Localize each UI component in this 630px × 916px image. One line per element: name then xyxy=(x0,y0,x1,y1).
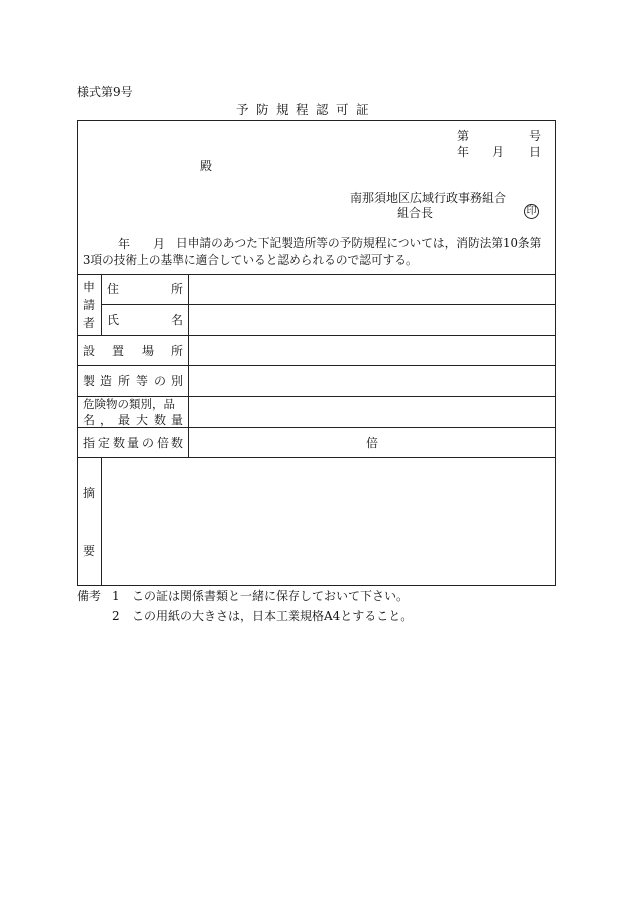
applicant-label-char: 申 xyxy=(83,280,96,294)
row-divider xyxy=(101,304,556,305)
remarks-label-char: 摘 xyxy=(83,486,96,500)
issuer-organization: 南那須地区広域行政事務組合 xyxy=(350,191,507,205)
note-2-text: この用紙の大きさは，日本工業規格A4とすること。 xyxy=(132,609,413,623)
statement-line-2: 3項の技術上の基準に適合していると認められるので認可する。 xyxy=(83,253,418,267)
facility-type-label-char: 所 xyxy=(118,374,131,388)
statement-line-1: 日申請のあつた下記製造所等の予防規程については，消防法第10条第 xyxy=(176,236,542,250)
name-label-char: 名 xyxy=(171,313,184,327)
date-day: 日 xyxy=(529,145,542,159)
issuer-title: 組合長 xyxy=(397,206,434,220)
multiple-label-char: の xyxy=(142,436,155,450)
row-divider xyxy=(77,457,556,458)
facility-type-label-char: 造 xyxy=(100,374,113,388)
hazmat-label-char: 量 xyxy=(171,413,184,427)
hazmat-label-char: ， xyxy=(100,413,113,427)
statement-month: 月 xyxy=(153,237,166,251)
address-label-char: 住 xyxy=(107,282,120,296)
location-label-char: 設 xyxy=(83,344,96,358)
date-month: 月 xyxy=(492,145,505,159)
column-divider xyxy=(101,457,102,586)
location-label-char: 所 xyxy=(171,344,184,358)
facility-type-label-char: の xyxy=(154,374,167,388)
hazmat-label-line-1: 危険物の類別，品 xyxy=(83,397,175,411)
location-label-char: 置 xyxy=(112,344,125,358)
multiple-label-char: 指 xyxy=(83,436,96,450)
multiple-label-char: 数 xyxy=(113,436,126,450)
applicant-label-char: 請 xyxy=(83,298,96,312)
location-label-char: 場 xyxy=(142,344,155,358)
row-divider xyxy=(77,274,556,275)
form-number: 様式第9号 xyxy=(77,85,133,99)
hazmat-label-char: 大 xyxy=(136,413,149,427)
facility-type-label-char: 等 xyxy=(136,374,149,388)
name-label-char: 氏 xyxy=(107,313,120,327)
row-divider xyxy=(77,427,556,428)
note-1-text: この証は関係書類と一緒に保存しておいて下さい。 xyxy=(132,589,409,603)
note-1-number: 1 xyxy=(112,589,120,603)
address-label-char: 所 xyxy=(171,282,184,296)
facility-type-label-char: 別 xyxy=(171,374,184,388)
statement-year: 年 xyxy=(118,237,131,251)
number-suffix: 号 xyxy=(529,129,542,143)
multiple-label-char: 数 xyxy=(171,436,184,450)
column-divider xyxy=(188,274,189,457)
row-divider xyxy=(77,335,556,336)
hazmat-label-char: 名 xyxy=(83,413,96,427)
facility-type-label-char: 製 xyxy=(83,374,96,388)
note-2-number: 2 xyxy=(112,609,120,623)
multiple-label-char: 倍 xyxy=(157,436,170,450)
notes-heading: 備考 xyxy=(77,589,102,603)
number-prefix: 第 xyxy=(457,129,470,143)
column-divider xyxy=(101,274,102,335)
multiple-unit: 倍 xyxy=(366,436,379,450)
addressee-suffix: 殿 xyxy=(200,159,213,173)
remarks-label-char: 要 xyxy=(83,544,96,558)
applicant-label-char: 者 xyxy=(83,316,96,330)
multiple-label-char: 定 xyxy=(98,436,111,450)
multiple-label-char: 量 xyxy=(127,436,140,450)
document-title: 予防規程認可証 xyxy=(236,102,377,117)
row-divider xyxy=(77,365,556,366)
hazmat-label-char: 数 xyxy=(154,413,167,427)
seal-mark-icon: 印 xyxy=(524,204,539,219)
hazmat-label-char: 最 xyxy=(118,413,131,427)
date-year: 年 xyxy=(457,145,470,159)
